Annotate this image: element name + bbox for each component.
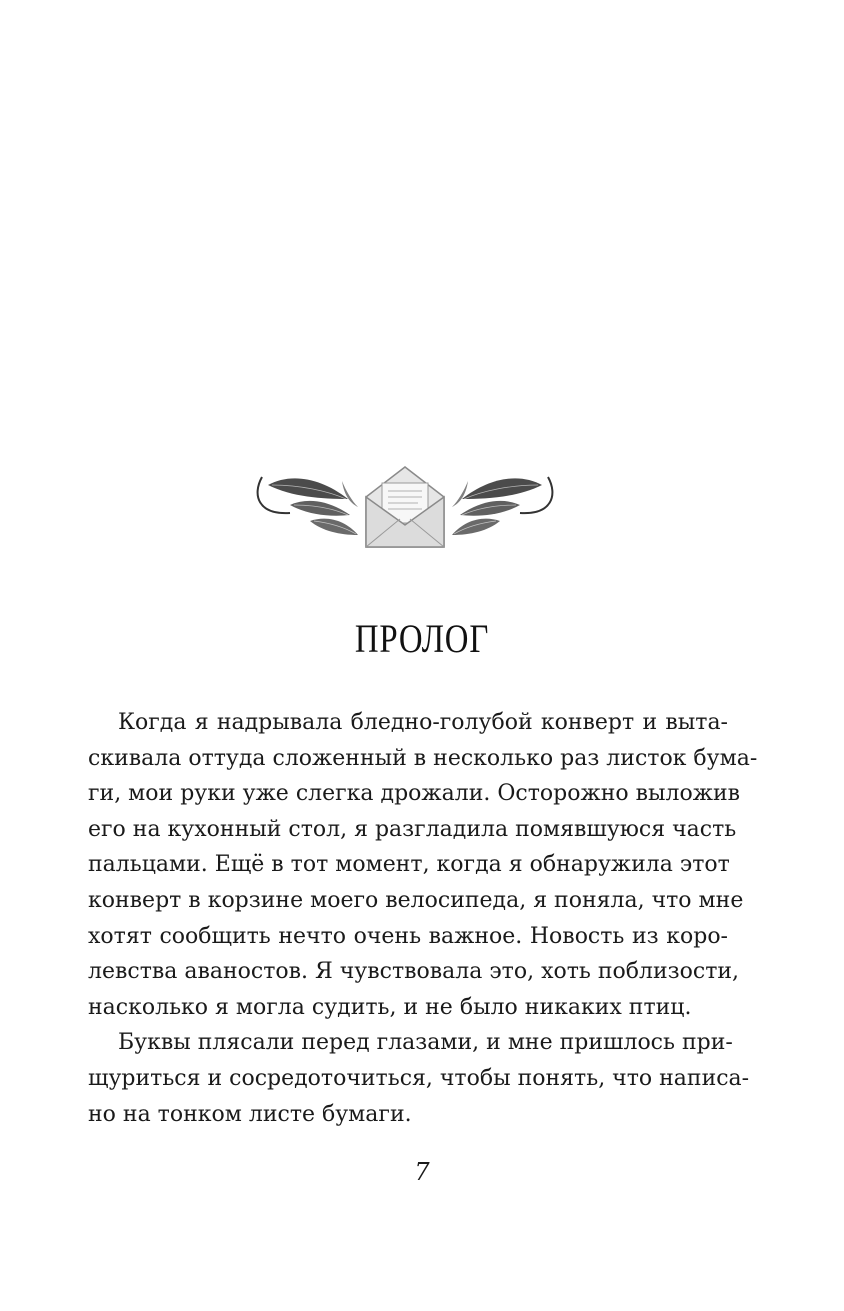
text-line: его на кухонный стол, я разгладила помявшуюся часть <box>88 816 737 842</box>
text-line: насколько я могла судить, и не было никаких птиц. <box>88 994 692 1020</box>
text-line: но на тонком листе бумаги. <box>88 1101 412 1127</box>
text-line: Буквы плясали перед глазами, и мне пришлось при- <box>118 1030 733 1056</box>
page-number: 7 <box>414 1158 430 1186</box>
paragraph <box>88 705 758 1025</box>
paragraph <box>88 1025 750 1132</box>
body-text <box>88 705 758 1132</box>
text-line: щуриться и сосредоточиться, чтобы понять, что написа- <box>88 1065 750 1091</box>
text-line: хотят сообщить нечто очень важное. Новость из коро- <box>88 923 728 949</box>
text-line: левства аваностов. Я чувствовала это, хоть поблизости, <box>88 959 740 985</box>
text-line: скивала оттуда сложенный в несколько раз листок бума- <box>88 745 758 771</box>
text-line: ги, мои руки уже слегка дрожали. Осторожно выложив <box>88 781 741 807</box>
text-line: пальцами. Ещё в тот момент, когда я обнаружила этот <box>88 852 730 878</box>
text-line: конверт в корзине моего велосипеда, я поняла, что мне <box>88 887 744 913</box>
envelope-feathers-ornament-icon <box>250 455 560 555</box>
text-line: Когда я надрывала бледно-голубой конверт и выта- <box>118 710 728 735</box>
chapter-title: ПРОЛОГ <box>354 616 490 661</box>
